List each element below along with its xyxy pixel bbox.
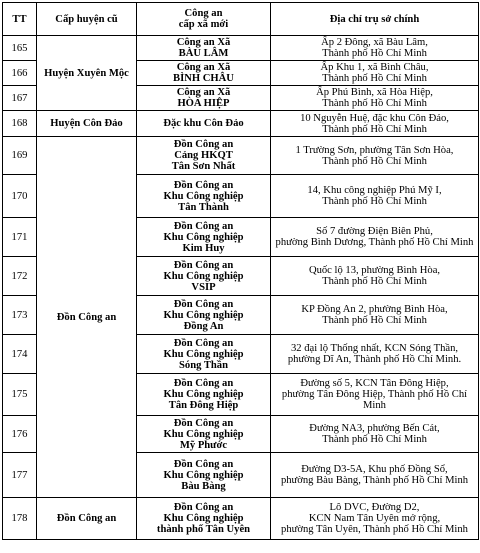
address-line: Lô DVC, Đường D2, — [329, 502, 420, 513]
unit-cell — [137, 296, 271, 335]
unit-cell — [137, 257, 271, 296]
row-number: 173 — [3, 296, 37, 335]
unit-line: Đồn Công an — [173, 139, 234, 150]
address-cell — [271, 111, 479, 137]
row-number: 166 — [3, 61, 37, 86]
address-line: phường Dĩ An, Thành phố Hồ Chí Minh. — [287, 354, 462, 365]
address-line: Thành phố Hồ Chí Minh — [322, 73, 427, 84]
unit-line: Cảng HKQT — [174, 150, 233, 161]
address-line: Thành phố Hồ Chí Minh — [322, 315, 427, 326]
unit-line: Công an Xã — [176, 37, 231, 48]
address-line: 1 Trường Sơn, phường Tân Sơn Hòa, — [295, 144, 454, 156]
header-old-district: Cấp huyện cũ — [37, 3, 137, 36]
address-line: Thành phố Hồ Chí Minh — [322, 434, 427, 445]
table-row — [3, 111, 479, 137]
address-line: Số 7 đường Điện Biên Phủ, — [316, 226, 433, 237]
unit-line: Công an Xã — [176, 62, 231, 73]
old-district-cell: Đồn Công an — [37, 137, 137, 498]
unit-line: Tân Đông Hiệp — [168, 400, 239, 411]
address-cell — [271, 374, 479, 416]
unit-line: BÌNH CHÂU — [173, 73, 234, 84]
row-number: 172 — [3, 257, 37, 296]
row-number: 167 — [3, 86, 37, 111]
unit-line: HÒA HIỆP — [177, 98, 230, 109]
address-line: Ấp 2 Đông, xã Bàu Lâm, — [321, 37, 428, 48]
header-row — [3, 3, 479, 36]
unit-line: Đồn Công an — [173, 220, 234, 232]
address-cell — [271, 218, 479, 257]
unit-line: Đồn Công an — [173, 298, 234, 310]
unit-line: Khu Công nghiệp — [163, 469, 244, 481]
unit-line: Tân Thành — [178, 201, 229, 213]
row-number: 175 — [3, 374, 37, 416]
address-cell — [271, 416, 479, 453]
address-cell — [271, 36, 479, 61]
address-cell — [271, 86, 479, 111]
row-number: 177 — [3, 453, 37, 498]
address-line: 32 đại lộ Thống nhất, KCN Sóng Thần, — [290, 343, 459, 354]
unit-line: Khu Công nghiệp — [163, 348, 244, 360]
old-district-cell: Đồn Công an — [37, 498, 137, 540]
unit-line: Đồn Công an — [173, 502, 234, 513]
table-row — [3, 137, 479, 175]
table-row — [3, 498, 479, 540]
unit-line: VSIP — [191, 281, 216, 293]
address-cell — [271, 498, 479, 540]
address-line: Thành phố Hồ Chí Minh — [322, 196, 427, 207]
address-line: Thành phố Hồ Chí Minh — [322, 155, 427, 167]
header-new-unit — [137, 3, 271, 36]
table-row — [3, 36, 479, 61]
unit-line: Khu Công nghiệp — [163, 231, 244, 243]
unit-line: Đồng An — [183, 320, 224, 332]
address-line: Thành phố Hồ Chí Minh — [322, 123, 427, 135]
unit-line: Sóng Thần — [179, 359, 228, 371]
unit-line: Khu Công nghiệp — [163, 513, 244, 524]
unit-line: BÀU LÂM — [178, 48, 229, 59]
unit-cell — [137, 335, 271, 374]
address-cell — [271, 61, 479, 86]
address-line: Thành phố Hồ Chí Minh — [322, 48, 427, 59]
address-line: Đường NA3, phường Bến Cát, — [309, 423, 440, 434]
old-district-cell: Huyện Côn Đảo — [37, 111, 137, 137]
address-cell — [271, 296, 479, 335]
address-line: Đường số 5, KCN Tân Đông Hiệp, — [300, 378, 449, 389]
address-line: Đường D3-5A, Khu phố Đồng Sổ, — [301, 464, 448, 475]
unit-line: Khu Công nghiệp — [163, 309, 244, 321]
old-district-cell: Huyện Xuyên Mộc — [37, 36, 137, 111]
row-number: 174 — [3, 335, 37, 374]
address-cell — [271, 137, 479, 175]
address-cell — [271, 335, 479, 374]
address-line: 14, Khu công nghiệp Phú Mỹ I, — [307, 185, 442, 196]
address-line: Ấp Khu 1, xã Bình Châu, — [320, 62, 429, 73]
address-cell — [271, 453, 479, 498]
unit-line: Đồn Công an — [173, 259, 234, 271]
row-number: 170 — [3, 175, 37, 218]
header-new-unit-line1: Công an — [184, 8, 223, 19]
address-line: phường Bàu Bàng, Thành phố Hồ Chí Minh — [280, 475, 469, 486]
unit-line: Khu Công nghiệp — [163, 270, 244, 282]
unit-line: Đồn Công an — [173, 458, 234, 470]
address-line: Thành phố Hồ Chí Minh — [322, 276, 427, 287]
police-address-table — [2, 2, 479, 540]
row-number: 178 — [3, 498, 37, 540]
address-line: KP Đồng An 2, phường Bình Hòa, — [301, 304, 448, 315]
unit-line: Tân Sơn Nhất — [171, 161, 236, 172]
unit-cell — [137, 111, 271, 137]
address-line: Ấp Phú Bình, xã Hòa Hiệp, — [316, 87, 433, 98]
unit-cell — [137, 36, 271, 61]
address-line: phường Tân Đông Hiệp, Thành phố Hồ Chí — [281, 389, 468, 400]
unit-line: Đặc khu Côn Đảo — [163, 118, 244, 129]
address-line: Quốc lộ 13, phường Bình Hòa, — [308, 265, 441, 276]
unit-line: Bàu Bàng — [181, 480, 226, 492]
header-address: Địa chỉ trụ sở chính — [271, 3, 479, 36]
header-tt: TT — [3, 3, 37, 36]
address-line: Thành phố Hồ Chí Minh — [322, 98, 427, 109]
header-new-unit-line2: cấp xã mới — [178, 19, 229, 30]
unit-cell — [137, 61, 271, 86]
address-line: phường Tân Uyên, Thành phố Hồ Chí Minh — [281, 524, 468, 535]
unit-line: Đồn Công an — [173, 337, 234, 349]
address-line: phường Bình Dương, Thành phố Hồ Chí Minh — [275, 237, 474, 248]
unit-line: thành phố Tân Uyên — [156, 524, 251, 535]
unit-line: Đồn Công an — [173, 179, 234, 191]
address-line: 10 Nguyễn Huệ, đặc khu Côn Đảo, — [300, 112, 449, 124]
unit-line: Công an Xã — [176, 87, 231, 98]
address-cell — [271, 257, 479, 296]
unit-line: Khu Công nghiệp — [163, 190, 244, 202]
unit-cell — [137, 374, 271, 416]
row-number: 168 — [3, 111, 37, 137]
unit-cell — [137, 416, 271, 453]
unit-cell — [137, 218, 271, 257]
unit-cell — [137, 175, 271, 218]
row-number: 169 — [3, 137, 37, 175]
unit-line: Đồn Công an — [173, 378, 234, 389]
unit-line: Khu Công nghiệp — [163, 389, 244, 400]
unit-cell — [137, 453, 271, 498]
unit-line: Khu Công nghiệp — [163, 428, 244, 440]
row-number: 176 — [3, 416, 37, 453]
unit-line: Đồn Công an — [173, 417, 234, 429]
address-cell — [271, 175, 479, 218]
address-line: KCN Nam Tân Uyên mở rộng, — [308, 513, 441, 524]
row-number: 171 — [3, 218, 37, 257]
address-line: Minh — [363, 400, 386, 411]
unit-line: Mỹ Phước — [179, 439, 228, 451]
unit-line: Kim Huy — [182, 242, 225, 254]
unit-cell — [137, 498, 271, 540]
unit-cell — [137, 86, 271, 111]
row-number: 165 — [3, 36, 37, 61]
unit-cell — [137, 137, 271, 175]
